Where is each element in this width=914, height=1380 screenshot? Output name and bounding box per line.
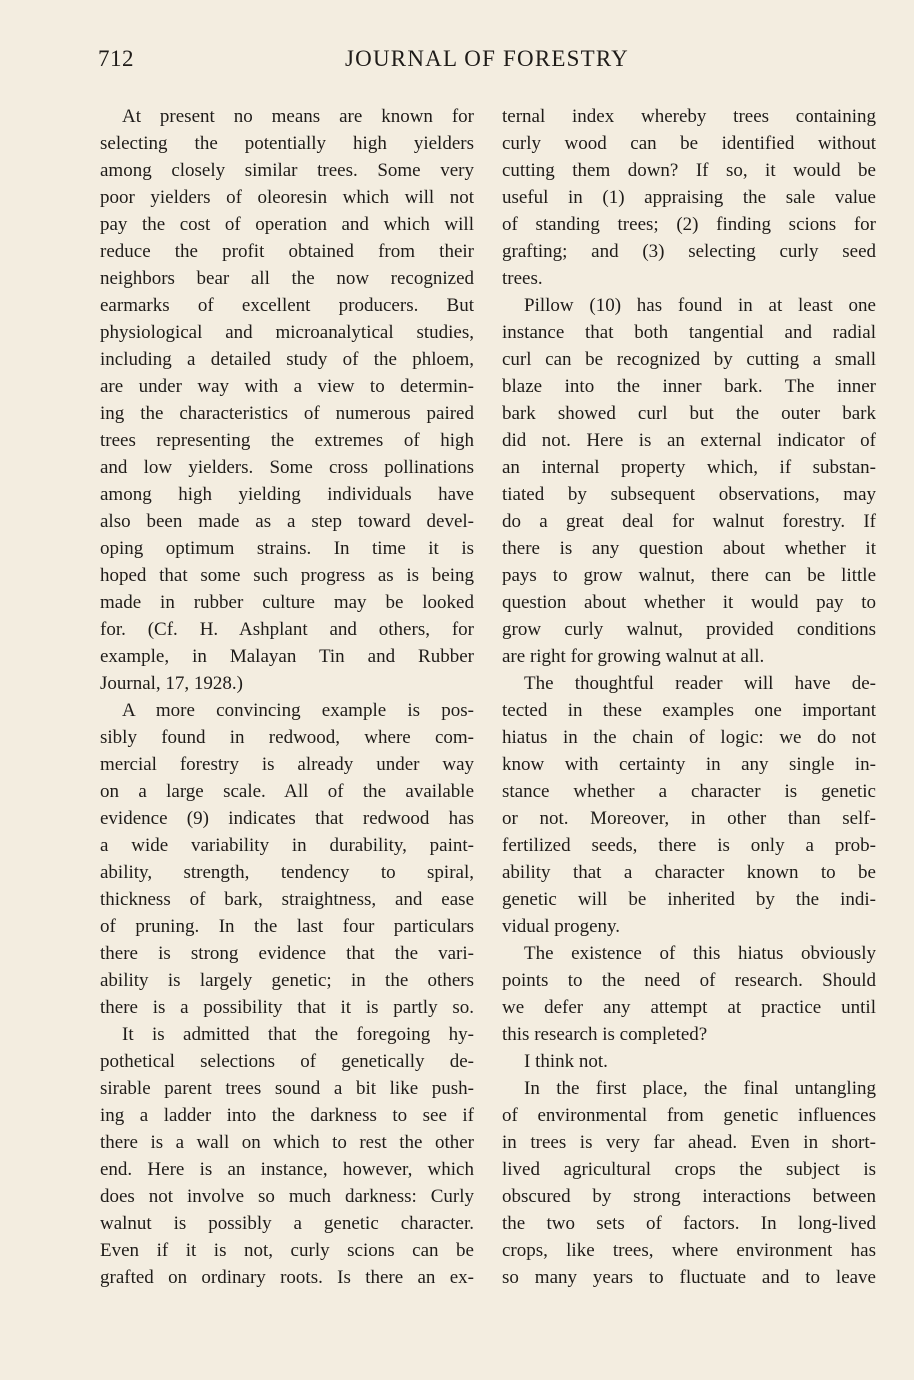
text-line: grafting; and (3) selecting curly seed xyxy=(502,241,876,262)
text-line: curl can be recognized by cutting a small xyxy=(502,349,876,370)
text-line: blaze into the inner bark. The inner xyxy=(502,376,876,397)
text-line: example, in Malayan Tin and Rubber xyxy=(100,646,474,667)
text-line: among high yielding individuals have xyxy=(100,484,474,505)
text-line: I think not. xyxy=(524,1051,608,1072)
text-line: do a great deal for walnut forestry. If xyxy=(502,511,876,532)
text-line: ability is largely genetic; in the others xyxy=(100,970,474,991)
text-line: know with certainty in any single in- xyxy=(502,754,876,775)
text-line: made in rubber culture may be looked xyxy=(100,592,474,613)
text-line: are under way with a view to determin- xyxy=(100,376,474,397)
text-line: or not. Moreover, in other than self- xyxy=(502,808,876,829)
text-line: obscured by strong interactions between xyxy=(502,1186,876,1207)
text-line: Pillow (10) has found in at least one xyxy=(524,295,876,316)
running-head xyxy=(98,46,876,78)
text-line: in trees is very far ahead. Even in short- xyxy=(502,1132,876,1153)
text-column-right xyxy=(502,103,876,1291)
page-number: 712 xyxy=(98,46,134,71)
text-line: this research is completed? xyxy=(502,1024,708,1045)
text-line: instance that both tangential and radial xyxy=(502,322,876,343)
text-line: ing a ladder into the darkness to see if xyxy=(100,1105,474,1126)
text-line: pay the cost of operation and which will xyxy=(100,214,474,235)
text-line: poor yielders of oleoresin which will not xyxy=(100,187,474,208)
text-line: ability, strength, tendency to spiral, xyxy=(100,862,474,883)
text-line: lived agricultural crops the subject is xyxy=(502,1159,876,1180)
text-line: A more convincing example is pos- xyxy=(122,700,474,721)
text-line: useful in (1) appraising the sale value xyxy=(502,187,876,208)
text-line: vidual progeny. xyxy=(502,916,621,937)
text-line: pays to grow walnut, there can be little xyxy=(502,565,876,586)
text-line: The existence of this hiatus obviously xyxy=(524,943,876,964)
text-line: selecting the potentially high yielders xyxy=(100,133,474,154)
text-line: of environmental from genetic influences xyxy=(502,1105,876,1126)
text-line: evidence (9) indicates that redwood has xyxy=(100,808,474,829)
text-line: ability that a character known to be xyxy=(502,862,876,883)
text-line: The thoughtful reader will have de- xyxy=(524,673,876,694)
text-line: oping optimum strains. In time it is xyxy=(100,538,474,559)
text-line: does not involve so much darkness: Curly xyxy=(100,1186,474,1207)
text-line: grow curly walnut, provided conditions xyxy=(502,619,876,640)
text-line: ternal index whereby trees containing xyxy=(502,106,876,127)
text-line: thickness of bark, straightness, and ease xyxy=(100,889,474,910)
text-line: there is a wall on which to rest the other xyxy=(100,1132,474,1153)
text-line: grafted on ordinary roots. Is there an ex- xyxy=(100,1267,474,1288)
text-line: there is strong evidence that the vari- xyxy=(100,943,474,964)
text-line: tected in these examples one important xyxy=(502,700,876,721)
text-line: In the first place, the final untangling xyxy=(524,1078,876,1099)
text-line: Even if it is not, curly scions can be xyxy=(100,1240,474,1261)
text-line: pothetical selections of genetically de- xyxy=(100,1051,474,1072)
text-line: hoped that some such progress as is being xyxy=(100,565,474,586)
text-line: crops, like trees, where environment has xyxy=(502,1240,876,1261)
text-line: also been made as a step toward devel- xyxy=(100,511,474,532)
text-line: are right for growing walnut at all. xyxy=(502,646,765,667)
text-line: walnut is possibly a genetic character. xyxy=(100,1213,474,1234)
text-line: so many years to fluctuate and to leave xyxy=(502,1267,876,1288)
text-line: physiological and microanalytical studies, xyxy=(100,322,474,343)
text-line: cutting them down? If so, it would be xyxy=(502,160,876,181)
text-line: on a large scale. All of the available xyxy=(100,781,474,802)
text-line: the two sets of factors. In long-lived xyxy=(502,1213,876,1234)
text-line: reduce the profit obtained from their xyxy=(100,241,474,262)
text-line: including a detailed study of the phloem, xyxy=(100,349,474,370)
text-line: mercial forestry is already under way xyxy=(100,754,474,775)
text-line: points to the need of research. Should xyxy=(502,970,876,991)
text-line: genetic will be inherited by the indi- xyxy=(502,889,876,910)
text-line: sibly found in redwood, where com- xyxy=(100,727,474,748)
text-line: At present no means are known for xyxy=(122,106,474,127)
text-line: neighbors bear all the now recognized xyxy=(100,268,474,289)
text-line: earmarks of excellent producers. But xyxy=(100,295,474,316)
text-line: of standing trees; (2) finding scions for xyxy=(502,214,876,235)
journal-title: JOURNAL OF FORESTRY xyxy=(345,46,629,71)
text-line: did not. Here is an external indicator of xyxy=(502,430,876,451)
text-line: there is a possibility that it is partly so. xyxy=(100,997,474,1018)
text-line: among closely similar trees. Some very xyxy=(100,160,474,181)
text-column-left xyxy=(100,103,474,1291)
text-line: ing the characteristics of numerous paired xyxy=(100,403,474,424)
text-line: fertilized seeds, there is only a prob- xyxy=(502,835,876,856)
text-line: sirable parent trees sound a bit like push- xyxy=(100,1078,474,1099)
text-line: question about whether it would pay to xyxy=(502,592,876,613)
text-line: bark showed curl but the outer bark xyxy=(502,403,876,424)
text-line: for. (Cf. H. Ashplant and others, for xyxy=(100,619,474,640)
text-line: curly wood can be identified without xyxy=(502,133,876,154)
text-line: tiated by subsequent observations, may xyxy=(502,484,876,505)
text-line: stance whether a character is genetic xyxy=(502,781,876,802)
text-line: Journal, 17, 1928.) xyxy=(100,673,244,694)
text-line: and low yielders. Some cross pollinations xyxy=(100,457,474,478)
text-line: there is any question about whether it xyxy=(502,538,876,559)
text-line: end. Here is an instance, however, which xyxy=(100,1159,474,1180)
text-line: trees. xyxy=(502,268,543,289)
text-line: hiatus in the chain of logic: we do not xyxy=(502,727,876,748)
text-line: a wide variability in durability, paint- xyxy=(100,835,474,856)
text-line: we defer any attempt at practice until xyxy=(502,997,876,1018)
text-line: It is admitted that the foregoing hy- xyxy=(122,1024,474,1045)
text-line: trees representing the extremes of high xyxy=(100,430,474,451)
text-line: an internal property which, if substan- xyxy=(502,457,876,478)
text-line: of pruning. In the last four particulars xyxy=(100,916,474,937)
